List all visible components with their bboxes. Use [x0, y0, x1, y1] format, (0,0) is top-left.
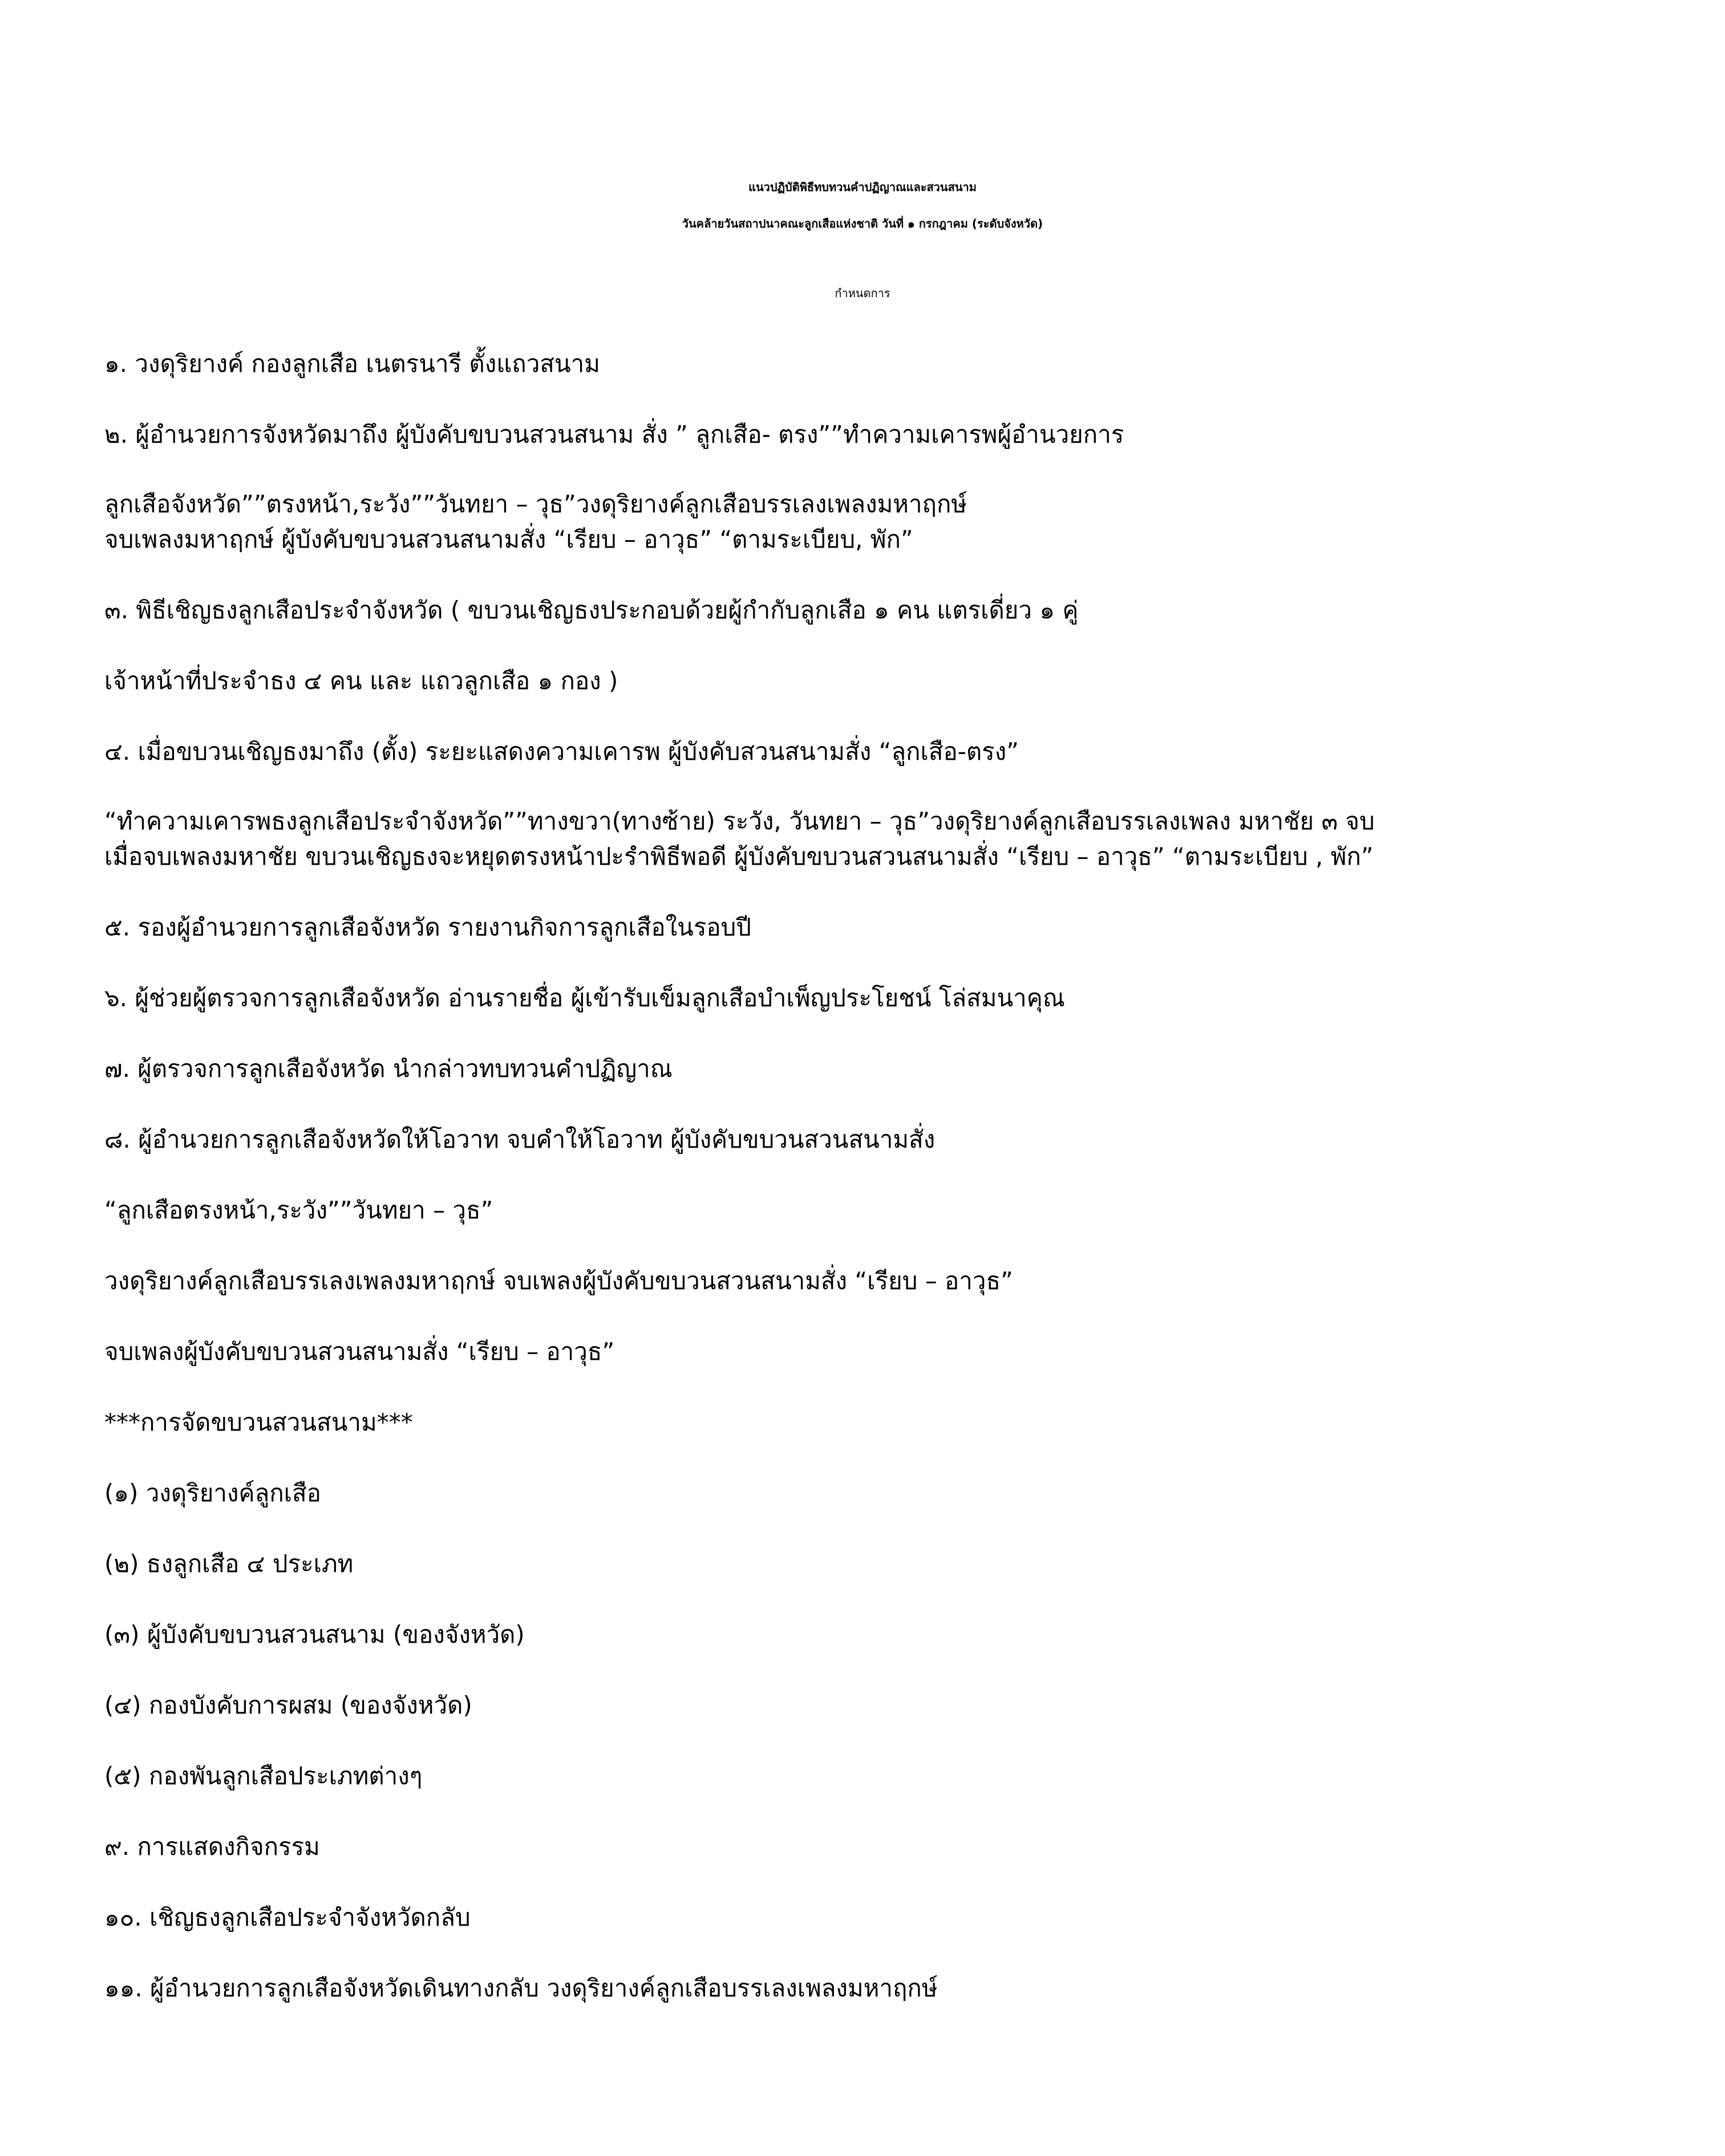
item-11: ๑๑. ผู้อำนวยการลูกเสือจังหวัดเดินทางกลับ วงดุริยางค์ลูกเสือบรรเลงเพลงมหาฤกษ์ [104, 1974, 938, 2002]
item-9: ๙. การแสดงกิจกรรม [104, 1833, 320, 1861]
parade-item-5: (๕) กองพันลูกเสือประเภทต่างๆ [104, 1762, 423, 1790]
item-6: ๖. ผู้ช่วยผู้ตรวจการลูกเสือจังหวัด อ่านรายชื่อ ผู้เข้ารับเข็มลูกเสือบำเพ็ญประโยชน์ โล่สมนาคุณ [104, 984, 1065, 1012]
parade-heading: ***การจัดขบวนสวนสนาม*** [104, 1408, 413, 1436]
parade-item-4: (๔) กองบังคับการผสม (ของจังหวัด) [104, 1691, 472, 1719]
item-8-continued-3: จบเพลงผู้บังคับขบวนสวนสนามสั่ง “เรียบ – อาวุธ” [104, 1338, 615, 1365]
parade-item-3: (๓) ผู้บังคับขบวนสวนสนาม (ของจังหวัด) [104, 1620, 525, 1648]
parade-item-1: (๑) วงดุริยางค์ลูกเสือ [104, 1479, 321, 1507]
item-3: ๓. พิธีเชิญธงลูกเสือประจำจังหวัด ( ขบวนเชิญธงประกอบด้วยผู้กำกับลูกเสือ ๑ คน แตรเดี่ยว ๑ คู่ [104, 596, 1079, 624]
parade-item-2: (๒) ธงลูกเสือ ๔ ประเภท [104, 1550, 354, 1578]
item-1: ๑. วงดุริยางค์ กองลูกเสือ เนตรนารี ตั้งแถวสนาม [104, 350, 600, 378]
item-8-continued-2: วงดุริยางค์ลูกเสือบรรเลงเพลงมหาฤกษ์ จบเพลงผู้บังคับขบวนสวนสนามสั่ง “เรียบ – อาวุธ” [104, 1267, 1013, 1295]
item-4: ๔. เมื่อขบวนเชิญธงมาถึง (ตั้ง) ระยะแสดงความเคารพ ผู้บังคับสวนสนามสั่ง “ลูกเสือ-ตรง” [104, 737, 1019, 765]
item-2: ๒. ผู้อำนวยการจังหวัดมาถึง ผู้บังคับขบวนสวนสนาม สั่ง ” ลูกเสือ- ตรง””ทำความเคารพผู้อำนวยการ [104, 420, 1124, 448]
document-title-line-1: แนวปฏิบัติพิธีทบทวนคำปฏิญาณและสวนสนาม [748, 180, 977, 194]
item-4-continued-1: “ทำความเคารพธงลูกเสือประจำจังหวัด””ทางขวา(ทางซ้าย) ระวัง, วันทยา – วุธ”วงดุริยางค์ลูกเสือบรรเลงเพลง มหาชัย ๓ จบ [104, 807, 1375, 835]
item-2-continued-2: จบเพลงมหาฤกษ์ ผู้บังคับขบวนสวนสนามสั่ง “เรียบ – อาวุธ” “ตามระเบียบ, พัก” [104, 525, 913, 553]
document-subtitle: กำหนดการ [835, 286, 890, 300]
item-7: ๗. ผู้ตรวจการลูกเสือจังหวัด นำกล่าวทบทวนคำปฏิญาณ [104, 1055, 673, 1083]
item-3-continued: เจ้าหน้าที่ประจำธง ๔ คน และ แถวลูกเสือ ๑ กอง ) [104, 667, 618, 695]
item-2-continued-1: ลูกเสือจังหวัด””ตรงหน้า,ระวัง””วันทยา – วุธ”วงดุริยางค์ลูกเสือบรรเลงเพลงมหาฤกษ์ [104, 490, 967, 518]
document-title-line-2: วันคล้ายวันสถาปนาคณะลูกเสือแห่งชาติ วันที่ ๑ กรกฎาคม (ระดับจังหวัด) [682, 217, 1043, 230]
item-10: ๑๐. เชิญธงลูกเสือประจำจังหวัดกลับ [104, 1903, 471, 1931]
item-8-continued-1: “ลูกเสือตรงหน้า,ระวัง””วันทยา – วุธ” [104, 1196, 493, 1224]
item-5: ๕. รองผู้อำนวยการลูกเสือจังหวัด รายงานกิจการลูกเสือในรอบปี [104, 913, 751, 941]
item-8: ๘. ผู้อำนวยการลูกเสือจังหวัดให้โอวาท จบคำให้โอวาท ผู้บังคับขบวนสวนสนามสั่ง [104, 1125, 936, 1153]
item-4-continued-2: เมื่อจบเพลงมหาชัย ขบวนเชิญธงจะหยุดตรงหน้าปะรำพิธีพอดี ผู้บังคับขบวนสวนสนามสั่ง “เรียบ – อาวุธ” “ตามระเบียบ , พัก” [104, 842, 1374, 870]
